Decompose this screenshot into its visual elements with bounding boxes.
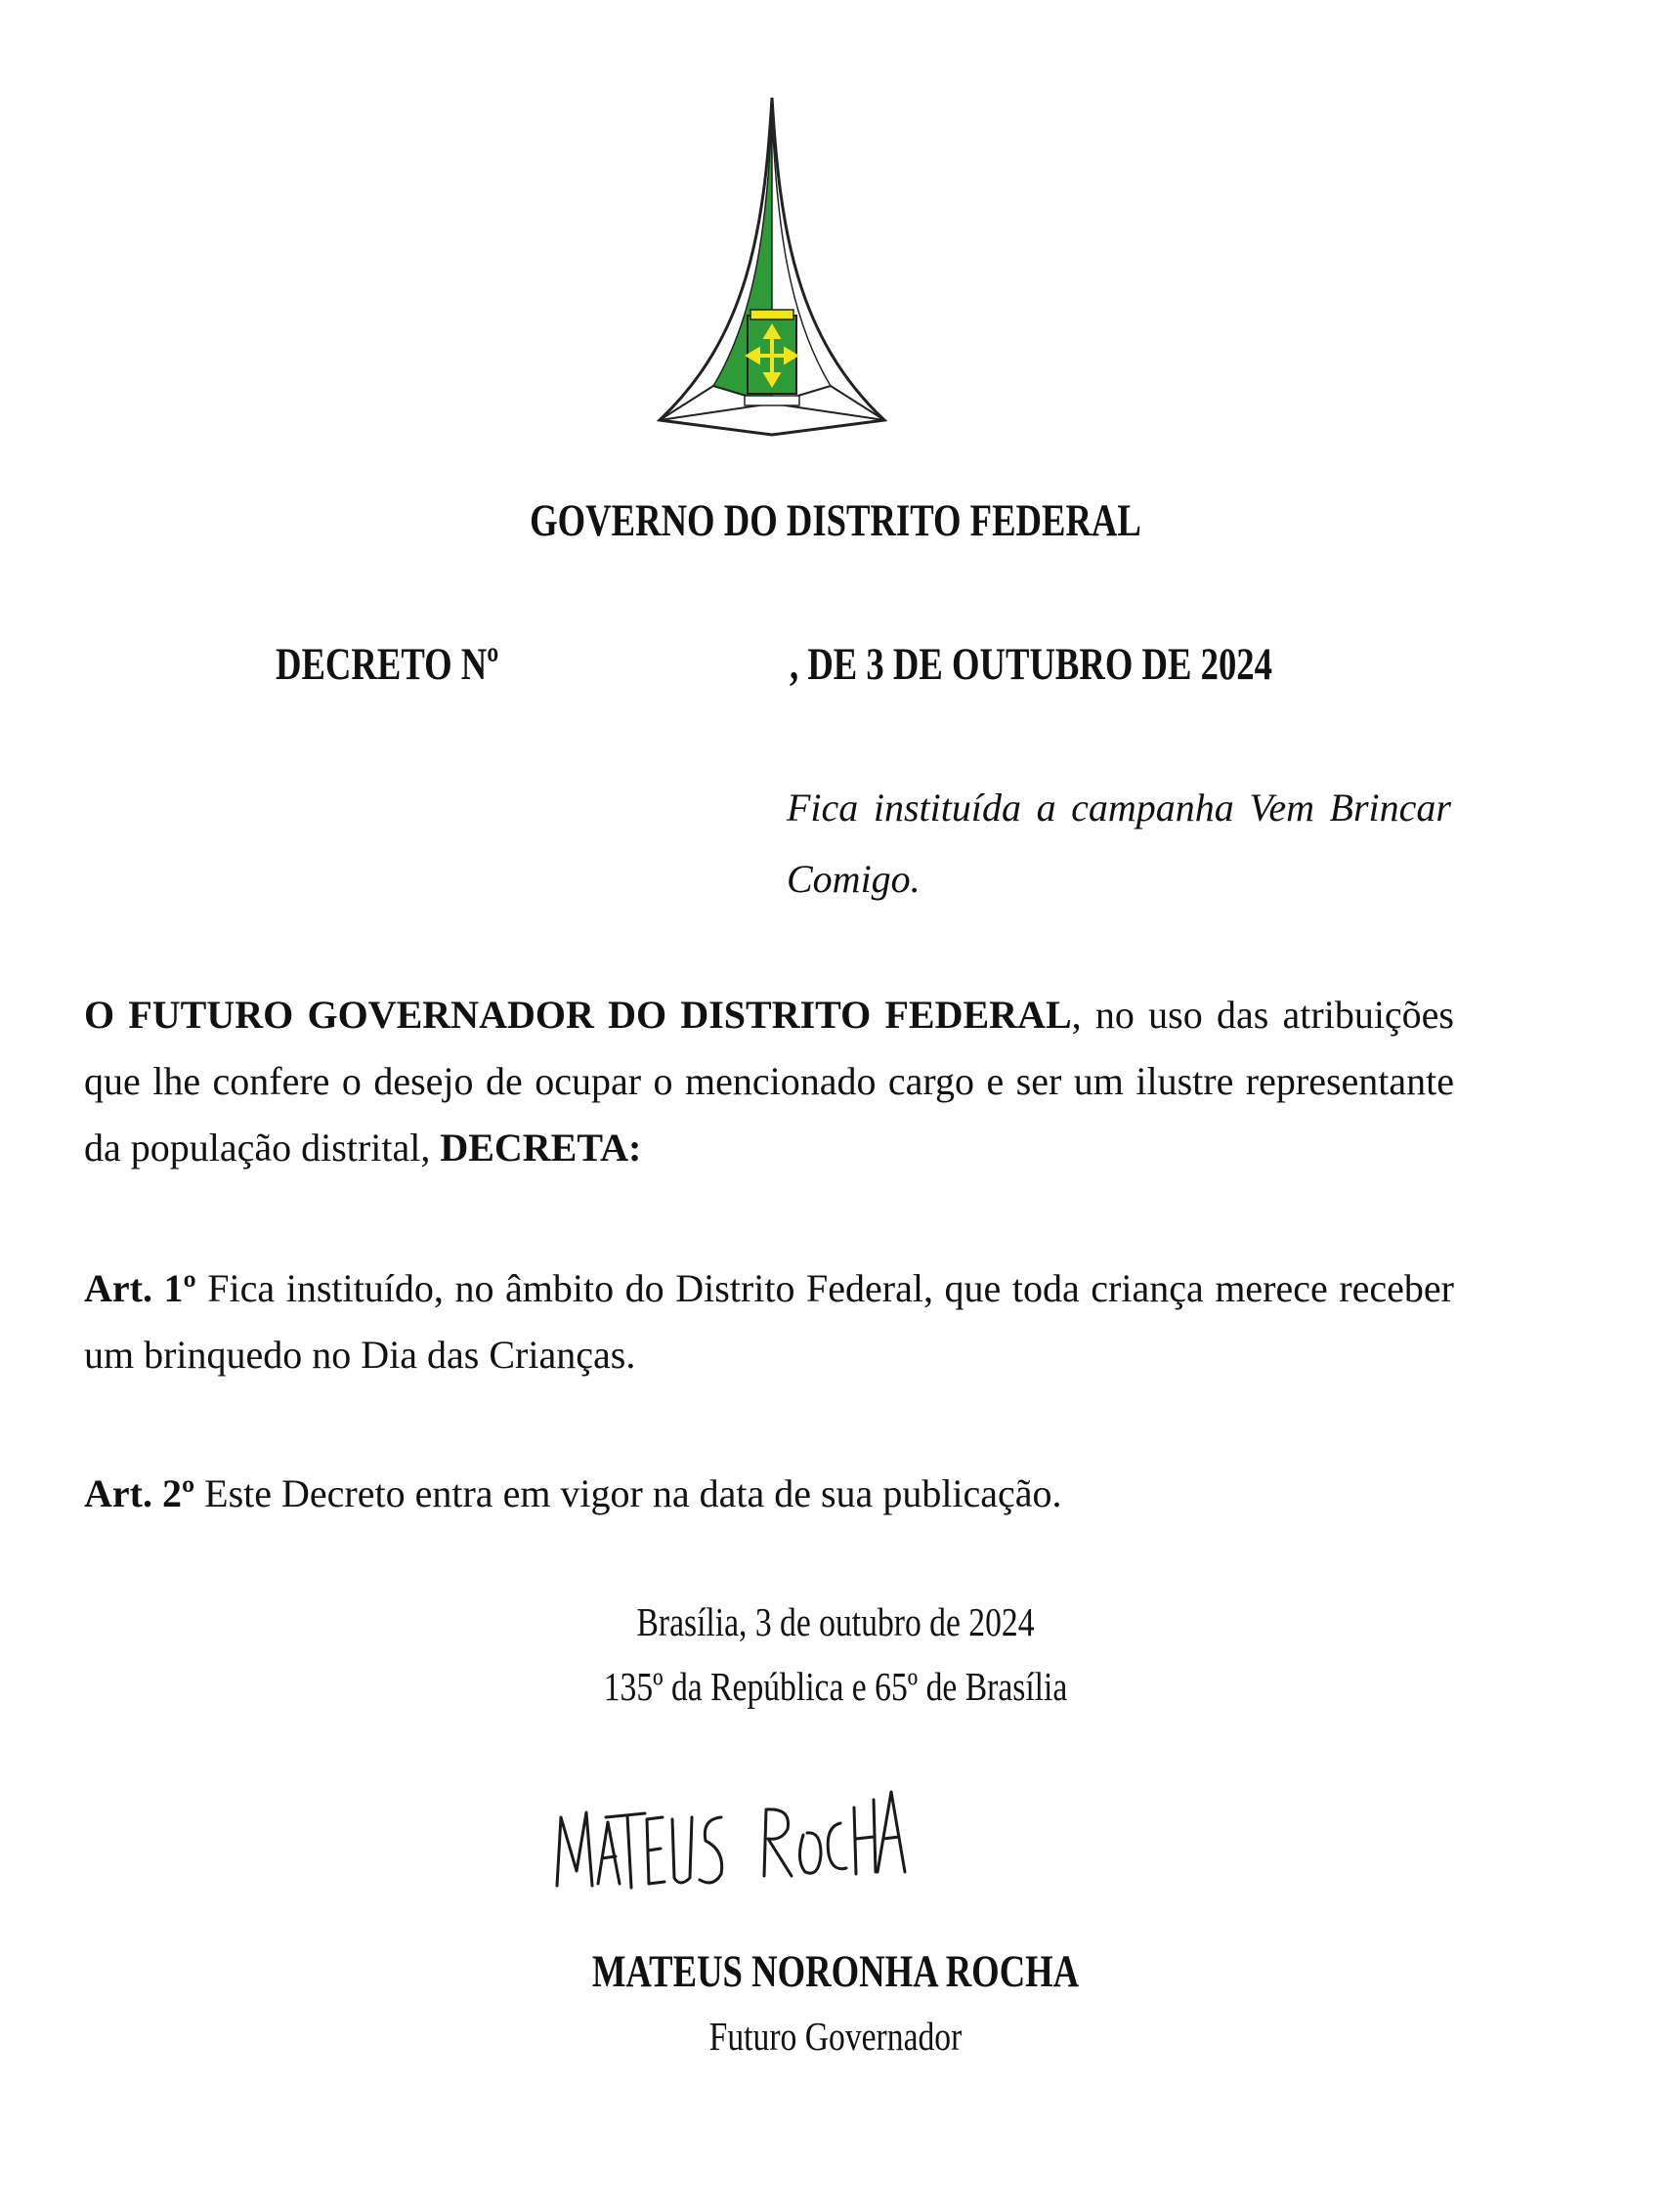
decree-number-label: DECRETO Nº (276, 639, 499, 690)
article-2 (84, 1461, 1454, 1527)
article-1 (84, 1255, 1454, 1388)
preamble-paragraph (84, 982, 1454, 1181)
government-heading: GOVERNO DO DISTRITO FEDERAL (530, 495, 1141, 546)
article-2-label: Art. 2º (84, 1471, 195, 1515)
place-date: Brasília, 3 de outubro de 2024 (636, 1599, 1035, 1644)
preamble-decreta: DECRETA: (440, 1126, 642, 1170)
brasao-distrito-federal-icon (655, 93, 889, 474)
article-1-text: Fica instituído, no âmbito do Distrito Federal, que toda criança merece receber um brinquedo no Dia das Crianças. (84, 1266, 1454, 1377)
preamble-text: , no uso das atribuições que lhe confere o desejo de ocupar o mencionado cargo e ser um ilustre representante da população distrital, (84, 993, 1454, 1170)
handwritten-signature (547, 1778, 938, 1905)
signer-name: MATEUS NORONHA ROCHA (591, 1946, 1080, 1997)
signer-title: Futuro Governador (708, 2014, 963, 2059)
decree-ementa: Fica instituída a campanha Vem Brincar Comigo. (787, 786, 1451, 901)
era-line: 135º da República e 65º de Brasília (603, 1664, 1068, 1709)
decree-date: , DE 3 DE OUTUBRO DE 2024 (790, 639, 1272, 690)
article-2-text: Este Decreto entra em vigor na data de sua publicação. (194, 1471, 1062, 1515)
article-1-label: Art. 1º (84, 1266, 196, 1310)
preamble-authority: O FUTURO GOVERNADOR DO DISTRITO FEDERAL (84, 993, 1072, 1037)
